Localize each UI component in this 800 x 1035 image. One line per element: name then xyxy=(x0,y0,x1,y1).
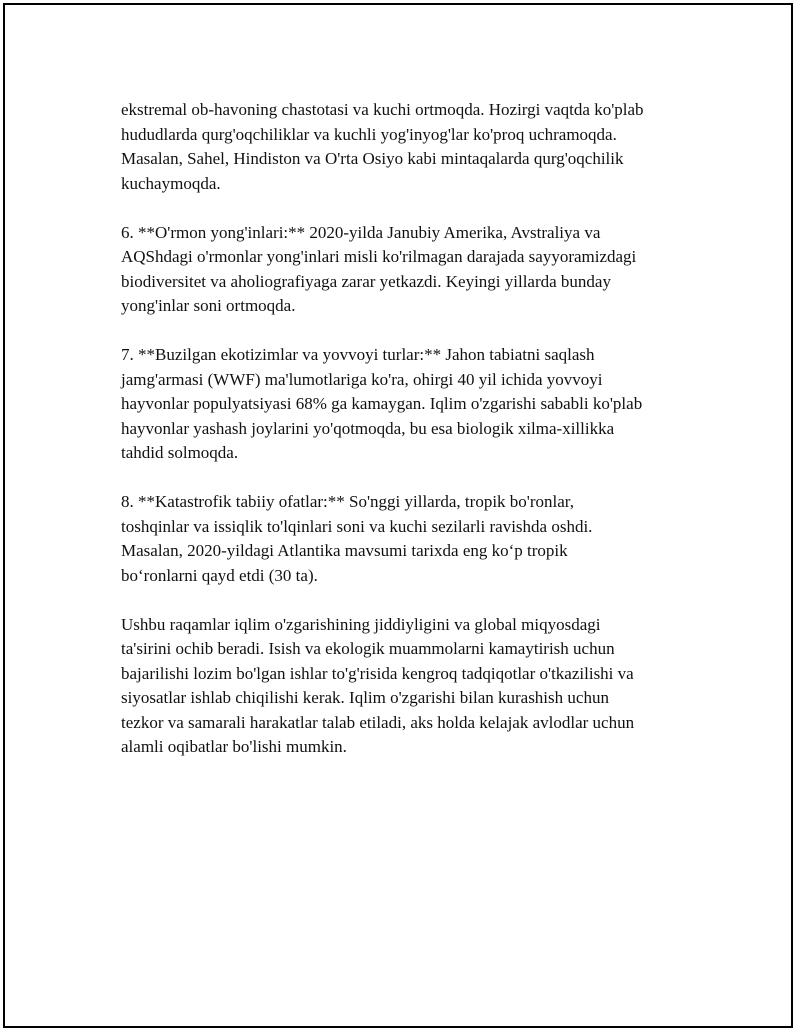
text-line: 7. **Buzilgan ekotizimlar va yovvoyi turlar:** Jahon tabiatni saqlash xyxy=(121,345,595,364)
text-line: Masalan, 2020-yildagi Atlantika mavsumi tarixda eng ko‘p tropik xyxy=(121,541,568,560)
text-line: alamli oqibatlar bo'lishi mumkin. xyxy=(121,737,347,756)
text-line: bo‘ronlarni qayd etdi (30 ta). xyxy=(121,565,318,585)
paragraph-extreme-weather xyxy=(121,98,701,196)
text-line: yong'inlar soni ortmoqda. xyxy=(121,296,296,315)
text-line: bajarilishi lozim bo'lgan ishlar to'g'risida kengroq tadqiqotlar o'tkazilishi va xyxy=(121,663,634,683)
paragraph-forest-fires xyxy=(121,221,701,319)
text-line: hayvonlar populyatsiyasi 68% ga kamaygan. Iqlim o'zgarishi sababli ko'plab xyxy=(121,394,643,413)
text-line: Ushbu raqamlar iqlim o'zgarishining jiddiyligini va global miqyosdagi xyxy=(121,614,601,634)
text-line: biodiversitet va aholiografiyaga zarar yetkazdi. Keyingi yillarda bunday xyxy=(121,271,611,291)
document-page xyxy=(3,3,793,1028)
text-line: tezkor va samarali harakatlar talab etiladi, aks holda kelajak avlodlar uchun xyxy=(121,712,635,732)
paragraph-ecosystems xyxy=(121,343,701,466)
text-line: Masalan, Sahel, Hindiston va O'rta Osiyo kabi mintaqalarda qurg'oqchilik xyxy=(121,149,624,168)
paragraph-conclusion xyxy=(121,613,701,760)
text-line: 6. **O'rmon yong'inlari:** 2020-yilda Janubiy Amerika, Avstraliya va xyxy=(121,222,601,242)
text-line: kuchaymoqda. xyxy=(121,173,221,193)
text-line: hayvonlar yashash joylarini yo'qotmoqda, bu esa biologik xilma-xillikka xyxy=(121,418,615,438)
text-line: jamg'armasi (WWF) ma'lumotlariga ko'ra, ohirgi 40 yil ichida yovvoyi xyxy=(121,369,603,389)
document-body xyxy=(121,98,701,784)
paragraph-natural-disasters xyxy=(121,490,701,588)
text-line: hududlarda qurg'oqchiliklar va kuchli yog'inyog'lar ko'proq uchramoqda. xyxy=(121,124,617,144)
text-line: ta'sirini ochib beradi. Isish va ekologik muammolarni kamaytirish uchun xyxy=(121,639,615,658)
text-line: 8. **Katastrofik tabiiy ofatlar:** So'nggi yillarda, tropik bo'ronlar, xyxy=(121,492,575,511)
text-line: siyosatlar ishlab chiqilishi kerak. Iqlim o'zgarishi bilan kurashish uchun xyxy=(121,688,609,707)
text-line: toshqinlar va issiqlik to'lqinlari soni va kuchi sezilarli ravishda oshdi. xyxy=(121,516,593,536)
text-line: AQShdagi o'rmonlar yong'inlari misli ko'rilmagan darajada sayyoramizdagi xyxy=(121,247,637,266)
text-line: tahdid solmoqda. xyxy=(121,443,239,462)
text-line: ekstremal ob-havoning chastotasi va kuchi ortmoqda. Hozirgi vaqtda ko'plab xyxy=(121,100,644,119)
